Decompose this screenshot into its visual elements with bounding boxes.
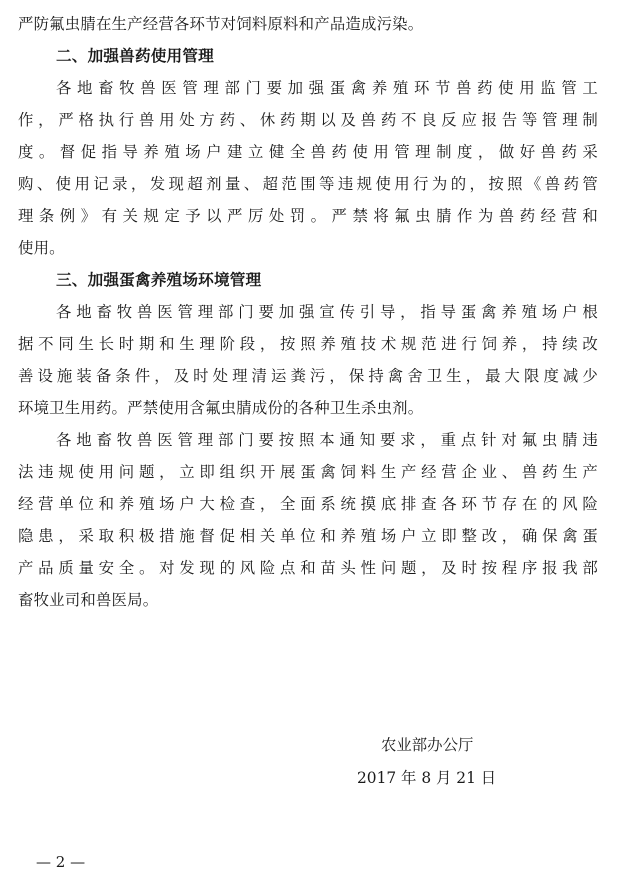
body-line: 据不同生长时期和生理阶段，按照养殖技术规范进行饲养，持续改: [18, 335, 598, 353]
section-heading: 二、加强兽药使用管理: [56, 47, 214, 65]
body-line: 经营单位和养殖场户大检查，全面系统摸底排查各环节存在的风险: [18, 495, 598, 513]
body-line: 购、使用记录，发现超剂量、超范围等违规使用行为的，按照《兽药管: [18, 175, 598, 193]
paragraph-first-line: 各地畜牧兽医管理部门要加强宣传引导，指导蛋禽养殖场户根: [56, 303, 598, 321]
signature-date: 2017 年 8 月 21 日: [357, 769, 497, 787]
body-line: 隐患，采取积极措施督促相关单位和养殖场户立即整改，确保禽蛋: [18, 527, 598, 545]
body-line: 环境卫生用药。严禁使用含氟虫腈成份的各种卫生杀虫剂。: [18, 399, 424, 417]
body-line: 法违规使用问题，立即组织开展蛋禽饲料生产经营企业、兽药生产: [18, 463, 598, 481]
body-line: 作，严格执行兽用处方药、休药期以及兽药不良反应报告等管理制: [18, 111, 598, 129]
body-line: 善设施装备条件，及时处理清运粪污，保持禽舍卫生，最大限度减少: [18, 367, 598, 385]
body-line: 使用。: [18, 239, 65, 257]
paragraph-first-line: 各地畜牧兽医管理部门要按照本通知要求，重点针对氟虫腈违: [56, 431, 598, 449]
page-number: — 2 —: [36, 853, 86, 871]
body-line: 畜牧业司和兽医局。: [18, 591, 159, 609]
signature-organization: 农业部办公厅: [381, 736, 474, 754]
body-line: 产品质量安全。对发现的风险点和苗头性问题，及时按程序报我部: [18, 559, 598, 577]
paragraph-first-line: 各地畜牧兽医管理部门要加强蛋禽养殖环节兽药使用监管工: [56, 79, 598, 97]
section-heading: 三、加强蛋禽养殖场环境管理: [56, 271, 262, 289]
document-body: [18, 8, 598, 616]
body-line: 严防氟虫腈在生产经营各环节对饲料原料和产品造成污染。: [18, 15, 424, 33]
body-line: 理条例》有关规定予以严厉处罚。严禁将氟虫腈作为兽药经营和: [18, 207, 598, 225]
body-line: 度。督促指导养殖场户建立健全兽药使用管理制度，做好兽药采: [18, 143, 598, 161]
